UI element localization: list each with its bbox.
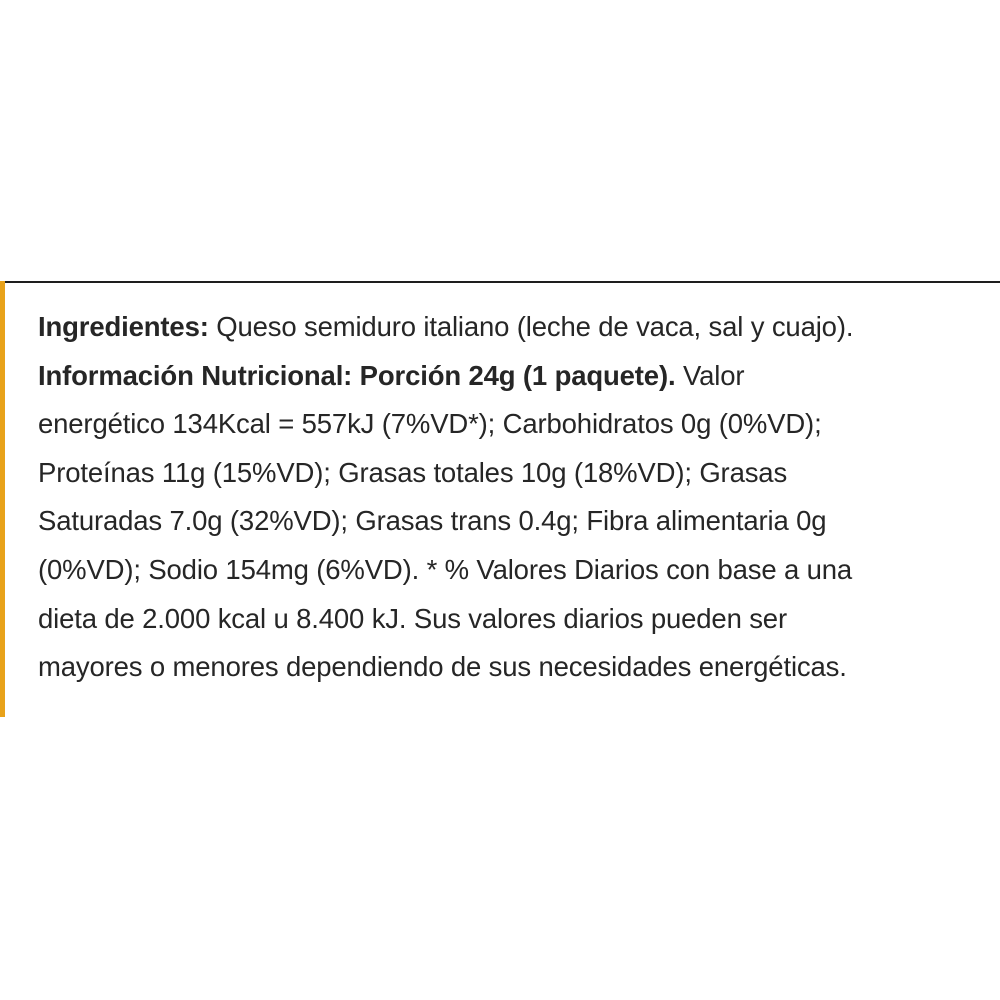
ingredients-title: Ingredientes: xyxy=(38,311,209,342)
nutrition-label-text xyxy=(38,303,988,692)
nutrition-line: energético 134Kcal = 557kJ (7%VD*); Carbohidratos 0g (0%VD); xyxy=(38,408,822,440)
nutrition-line: mayores o menores dependiendo de sus necesidades energéticas. xyxy=(38,651,847,683)
nutrition-line: dieta de 2.000 kcal u 8.400 kJ. Sus valores diarios pueden ser xyxy=(38,602,787,634)
nutrition-lead: Valor xyxy=(675,359,745,391)
left-accent-bar xyxy=(0,281,5,717)
nutrition-line: Saturadas 7.0g (32%VD); Grasas trans 0.4g; Fibra alimentaria 0g xyxy=(38,505,827,537)
ingredients-text: Queso semiduro italiano (leche de vaca, sal y cuajo). xyxy=(208,311,854,342)
nutrition-line: (0%VD); Sodio 154mg (6%VD). * % Valores Diarios con base a una xyxy=(38,553,853,585)
ingredients-line xyxy=(38,303,988,352)
nutrition-line: Proteínas 11g (15%VD); Grasas totales 10g (18%VD); Grasas xyxy=(38,456,788,488)
nutrition-title: Información Nutricional: Porción 24g (1 paquete). xyxy=(38,359,676,391)
nutrition-title-line xyxy=(38,352,988,401)
